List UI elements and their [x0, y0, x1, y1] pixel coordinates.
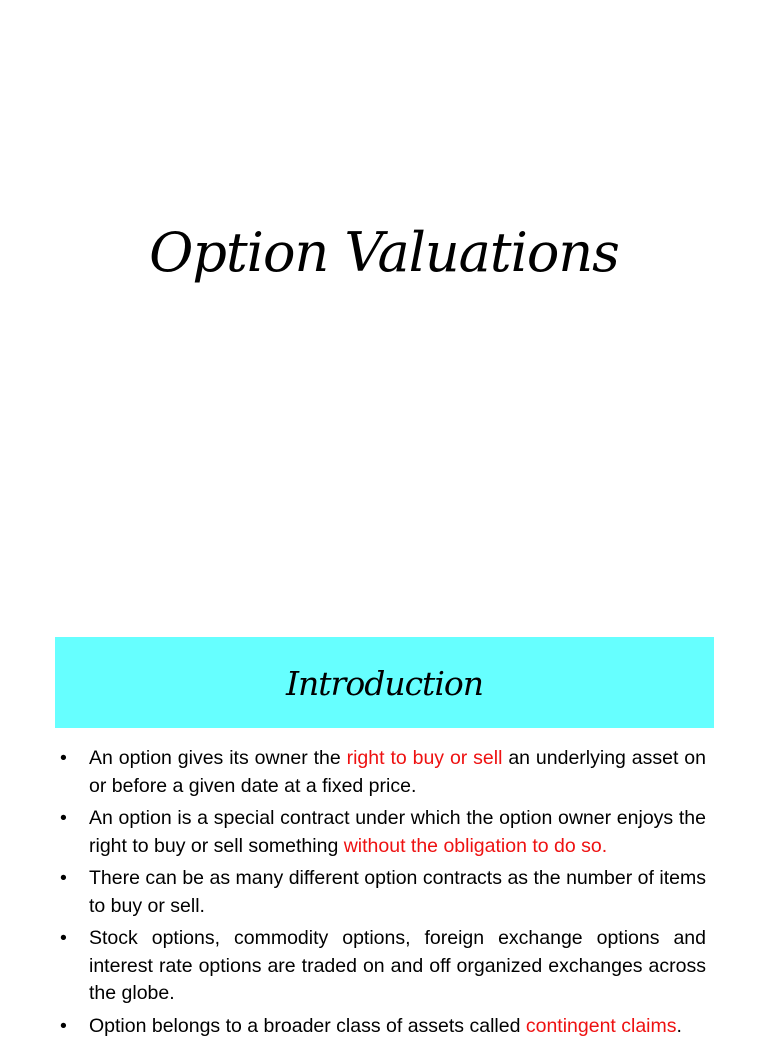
bullet-item: [60, 1013, 706, 1041]
bullet-item: [60, 805, 706, 860]
bullet-text: an underlying asset on or before a given date at a fixed price.: [89, 747, 706, 797]
bullet-icon: •: [60, 747, 67, 769]
section-title: Introduction: [286, 664, 483, 703]
bullet-icon: •: [60, 807, 67, 829]
bullet-item: [60, 925, 706, 1008]
bullet-icon: •: [60, 1014, 67, 1037]
page-title: Option Valuations: [149, 221, 619, 284]
bullet-text: There can be as many different option contracts as the number of items to buy or sell.: [89, 867, 706, 917]
bullet-text: Stock options, commodity options, foreign exchange options and interest rate options are traded on and off organized exchanges across the globe.: [89, 927, 706, 1004]
highlighted-text: contingent claims: [525, 1014, 677, 1037]
bullet-list: [60, 745, 706, 1045]
section-header-band: [55, 637, 714, 728]
bullet-icon: •: [60, 867, 67, 889]
highlighted-text: right to buy or sell: [346, 747, 503, 769]
bullet-item: [60, 745, 706, 800]
bullet-text: An option is a special contract under which the option owner enjoys the right to buy or sell something: [89, 807, 706, 857]
bullet-icon: •: [60, 927, 67, 949]
bullet-item: [60, 865, 706, 920]
bullet-text: An option gives its owner the: [89, 747, 347, 769]
highlighted-text: without the obligation to do so.: [343, 834, 608, 857]
bullet-text: Option belongs to a broader class of assets called: [89, 1014, 526, 1037]
bullet-text: .: [676, 1014, 682, 1037]
